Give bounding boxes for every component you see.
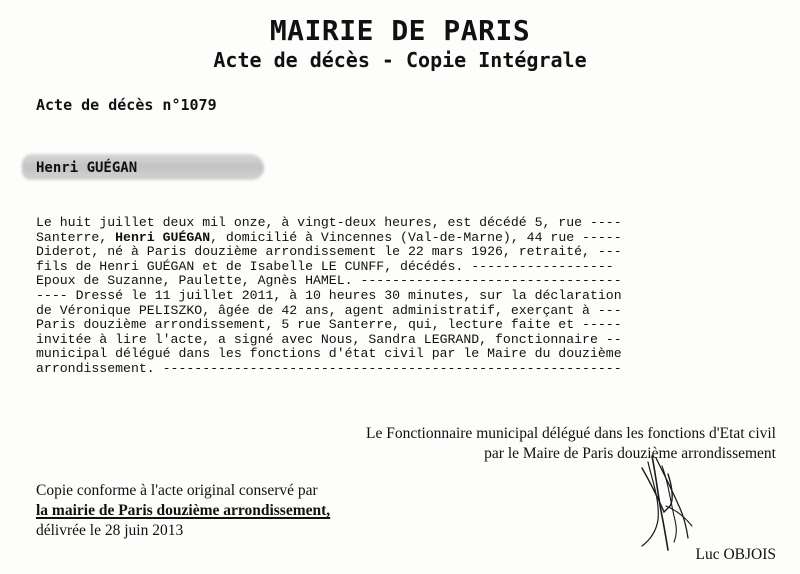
official-title-line: Le Fonctionnaire municipal délégué dans les fonctions d'Etat civil [366, 425, 776, 442]
act-number: Acte de décès n°1079 [36, 96, 217, 114]
body-text-segment: Santerre, [36, 229, 116, 245]
body-line: Diderot, né à Paris douzième arrondissement le 22 mars 1926, retraité, --- [36, 244, 622, 260]
body-line: Le huit juillet deux mil onze, à vingt-deux heures, est décédé 5, rue ---- [36, 215, 622, 230]
body-line: invitée à lire l'acte, a signé avec Nous, Sandra LEGRAND, fonctionnaire -- [36, 331, 622, 347]
copy-line: Copie conforme à l'acte original conservé par [36, 482, 318, 499]
body-line: de Véronique PELISZKO, âgée de 42 ans, agent administratif, exerçant à --- [36, 302, 622, 318]
body-line: Epoux de Suzanne, Paulette, Agnès HAMEL. --------------------------------- [36, 273, 622, 289]
body-line: fils de Henri GUÉGAN et de Isabelle LE CUNFF, décédés. ------------------ [36, 258, 614, 274]
deceased-name-inline: Henri GUÉGAN [115, 229, 211, 245]
handwritten-signature [612, 446, 722, 556]
body-text-segment: , domicilié à Vincennes (Val-de-Marne), 44 rue ----- [210, 229, 622, 245]
act-body-text [36, 216, 776, 377]
body-line: municipal délégué dans les fonctions d'état civil par le Maire du douzième [36, 346, 622, 362]
body-line: Paris douzième arrondissement, 5 rue Santerre, qui, lecture faite et ----- [36, 317, 622, 333]
body-line [36, 231, 776, 246]
body-line: ---- Dressé le 11 juillet 2011, à 10 heures 30 minutes, sur la déclaration [36, 287, 622, 303]
issuing-office: la mairie de Paris douzième arrondissement, [36, 502, 331, 519]
deceased-name: Henri GUÉGAN [36, 160, 138, 176]
official-title-line: par le Maire de Paris douzième arrondissement [484, 445, 776, 462]
signatory-name: Luc OBJOIS [695, 546, 776, 563]
document-subtitle: Acte de décès - Copie Intégrale [213, 48, 587, 72]
body-line: arrondissement. ---------------------------------------------------------- [36, 360, 622, 376]
document-title: MAIRIE DE PARIS [269, 14, 531, 47]
certified-copy-statement [36, 481, 330, 541]
issue-date: délivrée le 28 juin 2013 [36, 522, 184, 539]
